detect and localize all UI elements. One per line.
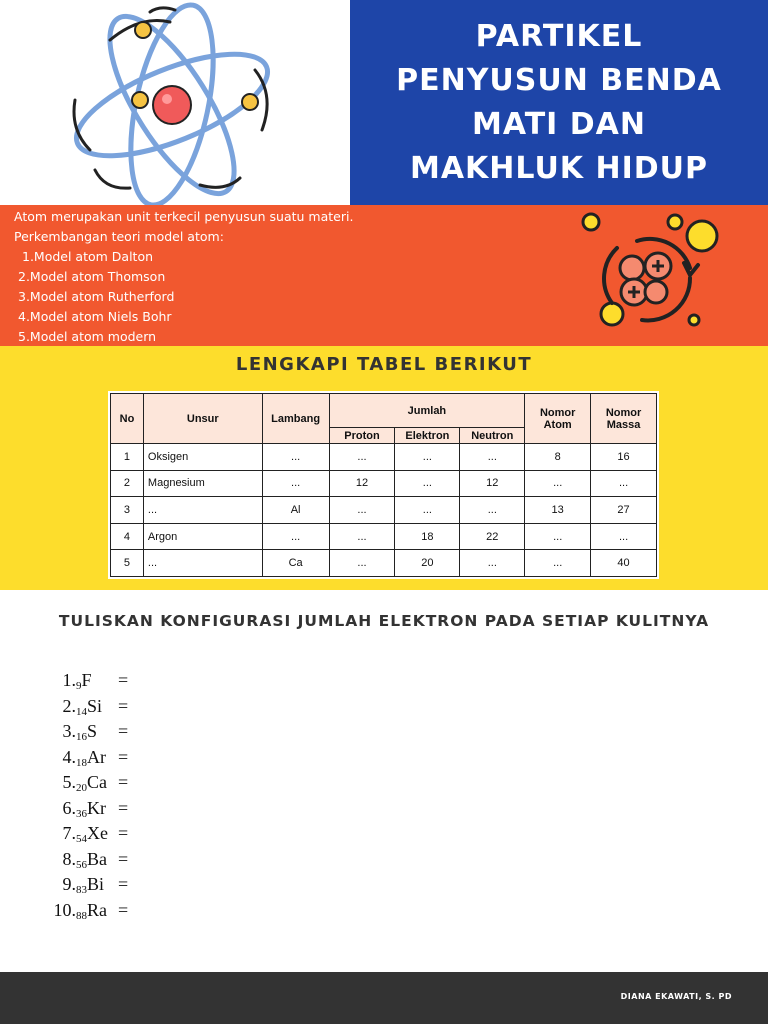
element-symbol: Ba <box>87 848 107 869</box>
atomic-number: 83 <box>76 884 87 896</box>
cell-neutron: ... <box>460 444 525 471</box>
atomic-number: 20 <box>76 782 87 794</box>
cell-nomor-massa: 40 <box>591 550 657 577</box>
atomic-number: 88 <box>76 909 87 922</box>
cell-unsur: ... <box>143 550 262 577</box>
equals-sign: = <box>118 695 129 716</box>
config-heading: TULISKAN KONFIGURASI JUMLAH ELEKTRON PADA SETIAP KULITNYA <box>58 612 710 630</box>
item-number: 6. <box>62 797 76 818</box>
model-item: 3.Model atom Rutherford <box>18 289 175 304</box>
list-item <box>46 668 129 694</box>
models-subheading: Perkembangan teori model atom: <box>14 229 224 244</box>
table-row <box>111 470 657 497</box>
header-elektron: Elektron <box>395 428 460 444</box>
cell-lambang: ... <box>262 523 329 550</box>
element-notation <box>76 898 107 930</box>
cell-proton: 12 <box>329 470 395 497</box>
atom-icon <box>0 0 350 205</box>
cell-nomor-atom: ... <box>525 470 591 497</box>
cell-lambang: ... <box>262 444 329 471</box>
item-number: 9. <box>62 874 76 894</box>
config-list <box>46 668 129 923</box>
atomic-number: 56 <box>76 858 87 871</box>
item-number: 10. <box>53 899 76 920</box>
header-jumlah: Jumlah <box>329 394 525 428</box>
header-nomor-atom: Nomor Atom <box>525 394 591 444</box>
atomic-number: 14 <box>76 705 87 718</box>
cell-nomor-massa: ... <box>591 523 657 550</box>
model-item: 5.Model atom modern <box>18 329 157 344</box>
cell-no: 1 <box>111 444 144 471</box>
cell-neutron: 22 <box>460 523 525 550</box>
cell-nomor-atom: ... <box>525 550 591 577</box>
table-row <box>111 550 657 577</box>
cell-proton: ... <box>329 444 395 471</box>
cell-elektron: ... <box>395 444 460 471</box>
atomic-number: 16 <box>76 731 87 743</box>
header-proton: Proton <box>329 428 395 444</box>
cell-lambang: ... <box>262 470 329 497</box>
cell-nomor-massa: 27 <box>591 497 657 524</box>
table-heading: LENGKAPI TABEL BERIKUT <box>235 354 533 375</box>
cell-elektron: ... <box>395 497 460 524</box>
cell-proton: ... <box>329 523 395 550</box>
item-number: 2. <box>62 695 76 716</box>
table-row <box>111 444 657 471</box>
cell-neutron: ... <box>460 550 525 577</box>
element-symbol: Ca <box>87 772 107 792</box>
header-lambang: Lambang <box>262 394 329 444</box>
cell-neutron: ... <box>460 497 525 524</box>
equals-sign: = <box>118 670 129 690</box>
item-number: 5. <box>62 772 76 792</box>
equals-sign: = <box>118 899 129 920</box>
list-item <box>46 745 129 771</box>
equals-sign: = <box>118 721 129 741</box>
header-unsur: Unsur <box>143 394 262 444</box>
model-item: 2.Model atom Thomson <box>18 269 166 284</box>
element-symbol: Ra <box>87 899 107 920</box>
author-credit: DIANA EKAWATI, S. PD <box>620 992 732 1001</box>
item-number: 4. <box>62 746 76 767</box>
equals-sign: = <box>118 848 129 869</box>
title-line-2: PENYUSUN BENDA <box>396 62 722 98</box>
list-item <box>46 796 129 822</box>
header-neutron: Neutron <box>460 428 525 444</box>
atomic-number: 54 <box>76 833 87 845</box>
cell-nomor-massa: 16 <box>591 444 657 471</box>
equals-sign: = <box>118 823 129 843</box>
chemistry-reaction-icon <box>572 208 722 334</box>
list-item <box>46 898 129 924</box>
item-number: 7. <box>62 823 76 843</box>
title-line-1: PARTIKEL <box>475 18 643 54</box>
cell-nomor-massa: ... <box>591 470 657 497</box>
model-item: 4.Model atom Niels Bohr <box>18 309 172 324</box>
list-item <box>46 694 129 720</box>
equals-sign: = <box>118 746 129 767</box>
list-item <box>46 770 129 796</box>
cell-proton: ... <box>329 550 395 577</box>
item-number: 8. <box>62 848 76 869</box>
cell-nomor-atom: 8 <box>525 444 591 471</box>
element-symbol: Si <box>87 695 103 716</box>
element-symbol: F <box>81 670 92 690</box>
atom-table-container <box>108 391 659 579</box>
equals-sign: = <box>118 772 129 792</box>
list-item <box>46 719 129 745</box>
cell-nomor-atom: 13 <box>525 497 591 524</box>
cell-unsur: ... <box>143 497 262 524</box>
cell-unsur: Oksigen <box>143 444 262 471</box>
element-symbol: Bi <box>87 874 105 894</box>
cell-elektron: 20 <box>395 550 460 577</box>
element-symbol: Kr <box>87 797 106 818</box>
list-item <box>46 847 129 873</box>
cell-neutron: 12 <box>460 470 525 497</box>
cell-no: 2 <box>111 470 144 497</box>
cell-lambang: Ca <box>262 550 329 577</box>
cell-no: 4 <box>111 523 144 550</box>
cell-elektron: ... <box>395 470 460 497</box>
intro-text <box>14 207 353 347</box>
list-item <box>46 821 129 847</box>
equals-sign: = <box>118 797 129 818</box>
atom-illustration-panel <box>0 0 350 205</box>
atom-table <box>110 393 657 577</box>
atomic-number: 9 <box>76 680 82 692</box>
cell-proton: ... <box>329 497 395 524</box>
cell-unsur: Magnesium <box>143 470 262 497</box>
model-item: 1.Model atom Dalton <box>22 249 154 264</box>
title-line-4: MAKHLUK HIDUP <box>409 150 709 186</box>
table-row <box>111 523 657 550</box>
title-line-3: MATI DAN <box>471 106 647 142</box>
header-no: No <box>111 394 144 444</box>
footer-bar <box>0 972 768 1024</box>
cell-no: 5 <box>111 550 144 577</box>
cell-elektron: 18 <box>395 523 460 550</box>
element-symbol: S <box>87 721 98 741</box>
header-nomor-massa: Nomor Massa <box>591 394 657 444</box>
cell-no: 3 <box>111 497 144 524</box>
element-symbol: Ar <box>87 746 106 767</box>
atomic-number: 36 <box>76 807 87 820</box>
cell-unsur: Argon <box>143 523 262 550</box>
item-number: 1. <box>62 670 76 690</box>
atomic-number: 18 <box>76 756 87 769</box>
equals-sign: = <box>118 874 129 894</box>
atom-definition: Atom merupakan unit terkecil penyusun suatu materi. <box>14 209 354 224</box>
title-banner <box>350 0 768 205</box>
page-title <box>396 15 722 191</box>
list-item <box>46 872 129 898</box>
table-row <box>111 497 657 524</box>
cell-lambang: Al <box>262 497 329 524</box>
element-symbol: Xe <box>87 823 108 843</box>
cell-nomor-atom: ... <box>525 523 591 550</box>
item-number: 3. <box>62 721 76 741</box>
